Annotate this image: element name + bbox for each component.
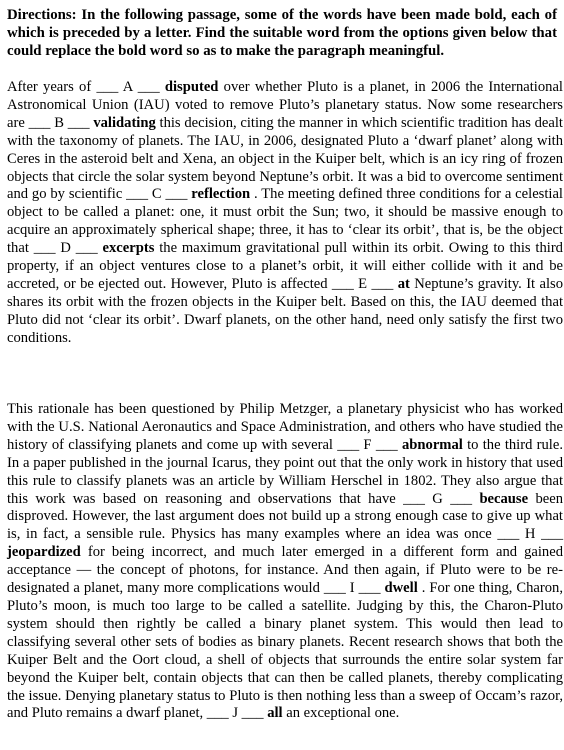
- bold-word: because: [479, 490, 529, 507]
- bold-word: abnormal: [402, 436, 463, 453]
- passage-paragraph-2: [7, 401, 563, 723]
- bold-word: jeopardized: [7, 544, 81, 561]
- passage-text: this decision, citing the manner in which scientific tradition has dealt with the taxonomy of planets. The IAU, in 2006, designated Pluto a ‘dwarf planet’ along with Ceres in the asteroid belt and Xena, an object in the Kuiper belt, which is an icy ring of frozen objects that circle the solar system beyond Neptune’s orbit. It was a bid to overcome sentiment and go by scientific ___ C ___: [7, 114, 563, 203]
- bold-word: dwell: [384, 580, 418, 597]
- passage-text: for being incorrect, and much later emerged in a different form and gained acceptance — the concept of photons, for instance. And then again, if Pluto were to be re-designated a planet, many more complications would ___ I ___: [7, 544, 563, 597]
- bold-word: all: [267, 705, 283, 722]
- passage-text: Neptune’s gravity. It also shares its orbit with the frozen objects in the Kuiper belt. Based on this, the IAU deemed that Pluto did not ‘clear its orbit’. Dwarf planets, on the other hand, need only satisfy the first two conditions.: [7, 275, 563, 346]
- bold-word: excerpts: [102, 240, 155, 257]
- passage-text: an exceptional one.: [282, 705, 400, 722]
- passage-text: This rationale has been questioned by Philip Metzger, a planetary physicist who has worked with the U.S. National Aeronautics and Space Administration, and others who have studied the history of classifying planets and come up with several ___ F ___: [7, 401, 563, 453]
- bold-word: validating: [93, 114, 156, 131]
- passage-text: After years of ___ A ___: [7, 79, 165, 95]
- passage-text: the maximum gravitational pull within its orbit. Owing to this third property, if an object ventures close to a planet’s orbit, it will either collide with it and be accreted, or be ejected out. However, Pluto is affected ___ E ___: [7, 240, 563, 292]
- bold-word: at: [397, 275, 410, 292]
- passage-text: . The meeting defined three conditions for a celestial object to be called a planet: one, it must orbit the Sun; two, it should be massive enough to acquire an approximately spherical shape; three, it has to ‘clear its orbit’, that is, be the object that ___ D ___: [7, 186, 563, 257]
- passage-paragraph-1: [7, 79, 563, 348]
- passage-text: over whether Pluto is a planet, in 2006 the International Astronomical Union (IAU) voted to remove Pluto’s planetary status. Now some researchers are ___ B ___: [7, 79, 563, 131]
- bold-word: disputed: [164, 79, 219, 95]
- bold-word: reflection: [191, 186, 251, 203]
- passage-text: . For one thing, Charon, Pluto’s moon, is much too large to be called a satellite. Judging by this, the Charon-Pluto system should then rightly be called a binary planet system. This would then lead to classifying several other sets of bodies as binary planets. Recent research shows that both the Kuiper Belt and the Oort cloud, a shell of objects that surrounds the entire solar system far beyond the Kuiper belt, contain objects that can then be called planets, thereby complicating the issue. Denying planetary status to Pluto is then nothing less than a sweep of Occam’s razor, and Pluto remains a dwarf planet, ___ J ___: [7, 580, 563, 722]
- passage-text: to the third rule. In a paper published in the journal Icarus, they point out that the only work in history that used this rule to classify planets was an article by William Herschel in 1802. They also argue that this work was based on reasoning and observations that have ___ G ___: [7, 436, 563, 507]
- directions-text: Directions: In the following passage, some of the words have been made bold, each of which is preceded by a letter. Find the suitable word from the options given below that could replace the bold word so as to make the paragraph meaningful.: [7, 7, 557, 60]
- passage-text: been disproved. However, the last argument does not build up a strong enough case to give up what is, in fact, a sensible rule. Physics has many examples where an idea was once ___ H ___: [7, 490, 563, 543]
